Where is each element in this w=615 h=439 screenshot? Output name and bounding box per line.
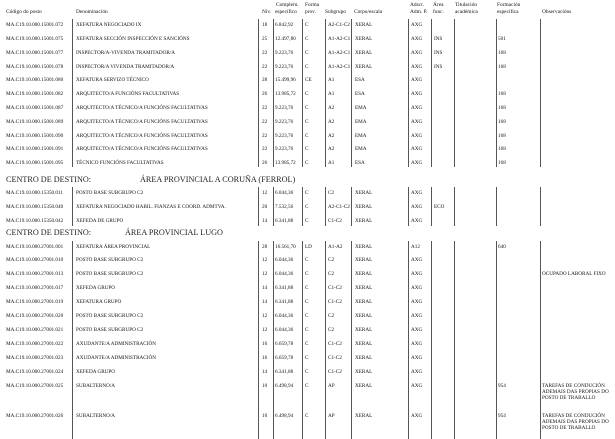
cell-codigo: MA.C19.10.000.15001.080: [6, 77, 64, 83]
cell-adscr: AXG: [411, 369, 423, 375]
cell-formacion: 168: [498, 64, 506, 70]
column-divider: [454, 241, 455, 439]
cell-corpo: XERAL: [355, 285, 373, 291]
cell-adscr: AXG: [411, 383, 423, 389]
cell-niv: 12: [262, 327, 268, 333]
cell-adscr: AXG: [411, 160, 423, 166]
cell-adscr: AXG: [411, 257, 423, 263]
cell-forma: C: [305, 218, 309, 224]
centro-label: CENTRO DE DESTINO:: [6, 175, 92, 184]
cell-subgrupo: AP: [328, 383, 335, 389]
cell-corpo: XERAL: [355, 413, 373, 419]
cell-corpo: XERAL: [355, 190, 373, 196]
cell-codigo: MA.C19.10.000.27001.021: [6, 327, 64, 333]
cell-complem: 6.341,88: [275, 218, 294, 224]
cell-corpo: XERAL: [355, 271, 373, 277]
centro-name: ÁREA PROVINCIAL LUGO: [125, 228, 223, 237]
cell-subgrupo: A2: [328, 119, 335, 125]
cell-codigo: MA.C19.10.000.15001.072: [6, 22, 64, 28]
cell-denominacion: ARQUITECTO/A FUNCIÓNS FACULTATIVAS: [76, 91, 180, 97]
column-divider: [496, 19, 497, 167]
cell-formacion: 168: [498, 160, 506, 166]
cell-niv: 18: [262, 22, 268, 28]
cell-subgrupo: A1-A2-C1: [328, 50, 351, 56]
cell-subgrupo: C1-C2: [328, 218, 342, 224]
header-forma-2: prov.: [305, 9, 316, 15]
cell-complem: 6.341,88: [275, 285, 294, 291]
cell-niv: 20: [262, 204, 268, 210]
column-divider: [351, 241, 352, 439]
cell-subgrupo: C1-C2: [328, 299, 342, 305]
cell-forma: C: [305, 285, 309, 291]
cell-complem: 12.497,80: [275, 36, 296, 42]
centro-label: CENTRO DE DESTINO:: [6, 228, 92, 237]
column-divider: [351, 187, 352, 226]
cell-complem: 9.223,76: [275, 64, 294, 70]
cell-niv: 26: [262, 160, 268, 166]
cell-complem: 6.842,92: [275, 22, 294, 28]
cell-denominacion: SUBALTERNO/A: [76, 383, 116, 389]
header-denominacion: Denominación: [76, 9, 108, 15]
cell-denominacion: ARQUITECTO/A TÉCNICO/A FUNCIÓNS FACULTATIVAS: [76, 133, 208, 139]
cell-forma: C: [305, 22, 309, 28]
cell-codigo: MA.C19.10.000.27001.019: [6, 299, 64, 305]
column-divider: [351, 19, 352, 167]
cell-niv: 12: [262, 271, 268, 277]
cell-denominacion: ARQUITECTO/A TÉCNICO/A FUNCIÓNS FACULTATIVAS: [76, 119, 208, 125]
header-subgrupo: Subgrupo: [325, 9, 346, 15]
cell-adscr: AXG: [411, 204, 423, 210]
cell-forma: C: [305, 257, 309, 263]
cell-codigo: MA.C19.10.000.15001.087: [6, 105, 64, 111]
cell-subgrupo: A2: [328, 146, 335, 152]
header-adscr-1: Adscr.: [410, 2, 424, 8]
cell-formacion: 168: [498, 91, 506, 97]
cell-area: INS: [434, 64, 443, 70]
cell-niv: 14: [262, 369, 268, 375]
cell-forma: C: [305, 299, 309, 305]
cell-denominacion: XEFATURA NEGOCIADO IX: [76, 22, 142, 28]
cell-corpo: XERAL: [355, 313, 373, 319]
column-divider: [325, 187, 326, 226]
header-titulacion-1: Titulación: [455, 2, 477, 8]
cell-codigo: MA.C19.10.000.27001.024: [6, 369, 64, 375]
column-divider: [72, 19, 73, 167]
column-divider: [72, 241, 73, 439]
cell-forma: C: [305, 327, 309, 333]
cell-codigo: MA.C19.10.000.27001.026: [6, 413, 64, 419]
cell-observacions: TAREFAS DE CONDUCIÓN ADEMAIS DAS PROPIAS DO POSTO DE TRABALLO: [542, 413, 609, 431]
cell-adscr: AXG: [411, 133, 423, 139]
cell-forma: C: [305, 369, 309, 375]
column-divider: [496, 187, 497, 226]
header-codigo: Código do posto: [6, 9, 42, 15]
cell-forma: C: [305, 204, 309, 210]
header-niv: Niv.: [262, 9, 272, 15]
cell-subgrupo: C2: [328, 313, 335, 319]
cell-corpo: XERAL: [355, 64, 373, 70]
cell-corpo: EMA: [355, 105, 367, 111]
cell-complem: 6.498,94: [275, 413, 294, 419]
cell-subgrupo: C1-C2: [328, 355, 342, 361]
header-area-1: Área: [433, 2, 444, 8]
cell-codigo: MA.C19.10.000.15350.042: [6, 218, 64, 224]
cell-adscr: AXG: [411, 91, 423, 97]
cell-forma: C: [305, 36, 309, 42]
cell-subgrupo: A2-C1-C2: [328, 22, 350, 28]
cell-complem: 6.044,36: [275, 257, 294, 263]
cell-complem: 6.044,36: [275, 190, 294, 196]
cell-formacion: 168: [498, 105, 506, 111]
column-divider: [258, 187, 259, 226]
cell-forma: C: [305, 355, 309, 361]
cell-corpo: XERAL: [355, 218, 373, 224]
column-divider: [325, 19, 326, 167]
cell-niv: 12: [262, 190, 268, 196]
cell-niv: 12: [262, 313, 268, 319]
cell-denominacion: XEFEDA DE GRUPO: [76, 218, 124, 224]
cell-adscr: A12: [411, 244, 420, 250]
cell-niv: 16: [262, 355, 268, 361]
header-area-2: func.: [433, 9, 444, 15]
cell-corpo: EMA: [355, 133, 367, 139]
cell-codigo: MA.C19.10.000.15001.075: [6, 36, 64, 42]
column-divider: [302, 241, 303, 439]
cell-complem: 7.532,56: [275, 204, 294, 210]
cell-adscr: AXG: [411, 146, 423, 152]
cell-codigo: MA.C19.10.000.27001.022: [6, 341, 64, 347]
cell-corpo: XERAL: [355, 355, 373, 361]
cell-niv: 22: [262, 119, 268, 125]
header-observacions: Observacións: [542, 9, 572, 15]
cell-codigo: MA.C19.10.000.27001.023: [6, 355, 64, 361]
cell-complem: 6.498,94: [275, 383, 294, 389]
cell-formacion: 168: [498, 146, 506, 152]
cell-denominacion: AXUDANTE/A ADMINISTRACIÓN: [76, 355, 156, 361]
cell-codigo: MA.C19.10.000.27001.017: [6, 285, 64, 291]
cell-forma: C: [305, 50, 309, 56]
cell-subgrupo: C2: [328, 327, 335, 333]
cell-subgrupo: A1: [328, 160, 335, 166]
cell-corpo: XERAL: [355, 50, 373, 56]
cell-niv: 22: [262, 133, 268, 139]
cell-complem: 6.341,88: [275, 369, 294, 375]
cell-corpo: XERAL: [355, 257, 373, 263]
cell-subgrupo: A2-C1-C2: [328, 204, 350, 210]
column-divider: [273, 19, 274, 167]
cell-adscr: AXG: [411, 271, 423, 277]
cell-complem: 9.223,76: [275, 50, 294, 56]
cell-denominacion: POSTO BASE SUBGRUPO C2: [76, 257, 144, 263]
cell-denominacion: POSTO BASE SUBGRUPO C2: [76, 190, 144, 196]
column-divider: [454, 19, 455, 167]
column-divider: [408, 19, 409, 167]
cell-niv: 16: [262, 341, 268, 347]
cell-niv: 22: [262, 50, 268, 56]
cell-niv: 14: [262, 285, 268, 291]
cell-adscr: AXG: [411, 218, 423, 224]
cell-adscr: AXG: [411, 355, 423, 361]
cell-formacion: 168: [498, 133, 506, 139]
cell-corpo: ESA: [355, 77, 365, 83]
cell-forma: C: [305, 91, 309, 97]
cell-adscr: AXG: [411, 413, 423, 419]
cell-adscr: AXG: [411, 77, 423, 83]
cell-adscr: AXG: [411, 285, 423, 291]
cell-denominacion: XEFATURA ÁREA PROVINCIAL: [76, 244, 151, 250]
cell-codigo: MA.C19.10.000.15001.095: [6, 160, 64, 166]
cell-adscr: AXG: [411, 119, 423, 125]
cell-corpo: XERAL: [355, 36, 373, 42]
cell-corpo: XERAL: [355, 369, 373, 375]
cell-adscr: AXG: [411, 190, 423, 196]
cell-subgrupo: C1-C2: [328, 341, 342, 347]
cell-subgrupo: C1-C2: [328, 285, 342, 291]
cell-denominacion: ARQUITECTO/A TÉCNICO/A FUNCIÓNS FACULTATIVAS: [76, 105, 208, 111]
cell-complem: 9.223,76: [275, 119, 294, 125]
header-forma-1: Forma: [305, 2, 320, 8]
cell-forma: CE: [305, 77, 312, 83]
cell-corpo: XERAL: [355, 244, 373, 250]
cell-formacion: 954: [498, 383, 506, 389]
cell-adscr: AXG: [411, 64, 423, 70]
column-divider: [325, 241, 326, 439]
cell-niv: 14: [262, 299, 268, 305]
cell-forma: C: [305, 383, 309, 389]
cell-subgrupo: A1-A2: [328, 244, 343, 250]
cell-complem: 15.499,96: [275, 77, 296, 83]
cell-niv: 10: [262, 383, 268, 389]
cell-complem: 6.044,36: [275, 327, 294, 333]
header-adscr-2: Adm. P.: [410, 9, 428, 15]
cell-subgrupo: A1: [328, 77, 335, 83]
column-divider: [496, 241, 497, 439]
cell-complem: 6.044,36: [275, 313, 294, 319]
cell-corpo: EMA: [355, 146, 367, 152]
cell-complem: 6.044,36: [275, 271, 294, 277]
cell-codigo: MA.C19.10.000.15001.089: [6, 119, 64, 125]
cell-niv: 22: [262, 146, 268, 152]
column-divider: [540, 187, 541, 226]
cell-corpo: XERAL: [355, 327, 373, 333]
header-complem-1: Complem.: [276, 2, 299, 8]
cell-observacions: TAREFAS DE CONDUCIÓN ADEMAIS DAS PROPIAS DO POSTO DE TRABALLO: [542, 383, 609, 401]
cell-formacion: 501: [498, 36, 506, 42]
cell-codigo: MA.C19.10.000.15350.040: [6, 204, 64, 210]
cell-codigo: MA.C19.10.000.27001.020: [6, 313, 64, 319]
cell-subgrupo: AP: [328, 413, 335, 419]
column-divider: [258, 19, 259, 167]
cell-subgrupo: A2: [328, 105, 335, 111]
cell-adscr: AXG: [411, 341, 423, 347]
column-divider: [454, 187, 455, 226]
cell-formacion: 640: [498, 244, 506, 250]
cell-niv: 12: [262, 257, 268, 263]
cell-niv: 14: [262, 218, 268, 224]
cell-forma: C: [305, 160, 309, 166]
header-formacion-2: específica: [497, 9, 519, 15]
cell-denominacion: XEFEDA GRUPO: [76, 369, 116, 375]
cell-complem: 6.341,88: [275, 299, 294, 305]
cell-adscr: AXG: [411, 36, 423, 42]
column-divider: [273, 187, 274, 226]
cell-adscr: AXG: [411, 327, 423, 333]
header-complem-2: específico: [275, 9, 297, 15]
column-divider: [408, 241, 409, 439]
cell-denominacion: INSPECTOR/A VIVENDA TRAMITADOR/A: [76, 64, 175, 70]
cell-corpo: EMA: [355, 119, 367, 125]
cell-codigo: MA.C19.10.000.15001.078: [6, 64, 64, 70]
cell-subgrupo: C1-C2: [328, 369, 342, 375]
cell-subgrupo: C2: [328, 257, 335, 263]
cell-formacion: 168: [498, 119, 506, 125]
cell-forma: C: [305, 146, 309, 152]
cell-forma: C: [305, 313, 309, 319]
cell-corpo: XERAL: [355, 299, 373, 305]
cell-subgrupo: A2: [328, 133, 335, 139]
cell-formacion: 168: [498, 50, 506, 56]
cell-codigo: MA.C19.10.000.15001.090: [6, 133, 64, 139]
cell-niv: 22: [262, 64, 268, 70]
cell-codigo: MA.C19.10.000.27001.025: [6, 383, 64, 389]
cell-niv: 28: [262, 77, 268, 83]
column-divider: [540, 241, 541, 439]
header-titulacion-2: académica: [455, 9, 478, 15]
cell-forma: C: [305, 64, 309, 70]
column-divider: [408, 187, 409, 226]
cell-complem: 13.985,72: [275, 91, 296, 97]
cell-denominacion: AXUDANTE/A ADMINISTRACIÓN: [76, 341, 156, 347]
cell-niv: 22: [262, 105, 268, 111]
column-divider: [72, 187, 73, 226]
cell-denominacion: POSTO BASE SUBGRUPO C2: [76, 327, 144, 333]
cell-subgrupo: A1: [328, 91, 335, 97]
cell-denominacion: XEFEDA GRUPO: [76, 285, 116, 291]
cell-codigo: MA.C19.10.000.15001.082: [6, 91, 64, 97]
cell-niv: 28: [262, 244, 268, 250]
cell-denominacion: XEFATURA NEGOCIADO HABIL. FIANZAS E COORD. ADMTVA.: [76, 204, 226, 210]
cell-denominacion: XEFATURA SECCIÓN INSPECCIÓN E SANCIÓNS: [76, 36, 190, 42]
cell-adscr: AXG: [411, 313, 423, 319]
column-divider: [302, 19, 303, 167]
cell-complem: 9.223,76: [275, 105, 294, 111]
cell-codigo: MA.C19.10.000.15350.011: [6, 190, 64, 196]
cell-denominacion: SUBALTERNO/A: [76, 413, 116, 419]
cell-forma: C: [305, 119, 309, 125]
cell-forma: C: [305, 190, 309, 196]
cell-codigo: MA.C19.10.000.27001.001: [6, 244, 64, 250]
cell-denominacion: XEFATURA GRUPO: [76, 299, 122, 305]
column-divider: [273, 241, 274, 439]
cell-complem: 9.223,76: [275, 146, 294, 152]
cell-subgrupo: A1-A2-C1: [328, 64, 351, 70]
cell-codigo: MA.C19.10.000.15001.077: [6, 50, 64, 56]
cell-forma: C: [305, 413, 309, 419]
cell-complem: 9.223,76: [275, 133, 294, 139]
cell-area: INS: [434, 36, 443, 42]
column-divider: [302, 187, 303, 226]
cell-corpo: ESA: [355, 91, 365, 97]
cell-complem: 6.659,78: [275, 341, 294, 347]
cell-observacions: OCUPADO LABORAL FIXO: [542, 271, 606, 277]
cell-area: ECO: [434, 204, 445, 210]
cell-codigo: MA.C19.10.000.27001.013: [6, 271, 64, 277]
column-divider: [431, 187, 432, 226]
centro-name: ÁREA PROVINCIAL A CORUÑA (FERROL): [140, 175, 296, 184]
cell-forma: C: [305, 341, 309, 347]
header-corpo: Corpo/escala: [354, 9, 383, 15]
cell-complem: 6.659,78: [275, 355, 294, 361]
cell-corpo: XERAL: [355, 383, 373, 389]
cell-area: INS: [434, 50, 443, 56]
cell-formacion: 954: [498, 413, 506, 419]
cell-denominacion: TÉCNICO FUNCIÓNS FACULTATIVAS: [76, 160, 164, 166]
column-divider: [431, 241, 432, 439]
column-divider: [431, 19, 432, 167]
cell-niv: 26: [262, 91, 268, 97]
column-divider: [540, 19, 541, 167]
column-divider: [258, 241, 259, 439]
cell-subgrupo: C2: [328, 190, 335, 196]
cell-forma: C: [305, 133, 309, 139]
cell-denominacion: ARQUITECTO/A TÉCNICO/A FUNCIÓNS FACULTATIVAS: [76, 146, 208, 152]
cell-denominacion: POSTO BASE SUBGRUPO C2: [76, 271, 144, 277]
cell-corpo: XERAL: [355, 204, 373, 210]
cell-niv: 10: [262, 413, 268, 419]
cell-denominacion: XEFATURA SERVIZO TÉCNICO: [76, 77, 149, 83]
cell-subgrupo: C2: [328, 271, 335, 277]
header-formacion-1: Formación: [497, 2, 521, 8]
cell-adscr: AXG: [411, 105, 423, 111]
cell-denominacion: INSPECTOR/A-VIVENDA TRAMITADOR/A: [76, 50, 175, 56]
cell-adscr: AXG: [411, 22, 423, 28]
cell-codigo: MA.C19.10.000.27001.010: [6, 257, 64, 263]
cell-codigo: MA.C19.10.000.15001.091: [6, 146, 64, 152]
cell-complem: 13.985,72: [275, 160, 296, 166]
cell-forma: C: [305, 105, 309, 111]
cell-denominacion: POSTO BASE SUBGRUPO C2: [76, 313, 144, 319]
cell-complem: 16.561,70: [275, 244, 296, 250]
cell-forma: C: [305, 271, 309, 277]
cell-adscr: AXG: [411, 50, 423, 56]
cell-adscr: AXG: [411, 299, 423, 305]
cell-forma: LD: [305, 244, 312, 250]
cell-corpo: XERAL: [355, 341, 373, 347]
cell-niv: 25: [262, 36, 268, 42]
cell-subgrupo: A1-A2-C1: [328, 36, 351, 42]
cell-corpo: ESA: [355, 160, 365, 166]
cell-corpo: XERAL: [355, 22, 373, 28]
